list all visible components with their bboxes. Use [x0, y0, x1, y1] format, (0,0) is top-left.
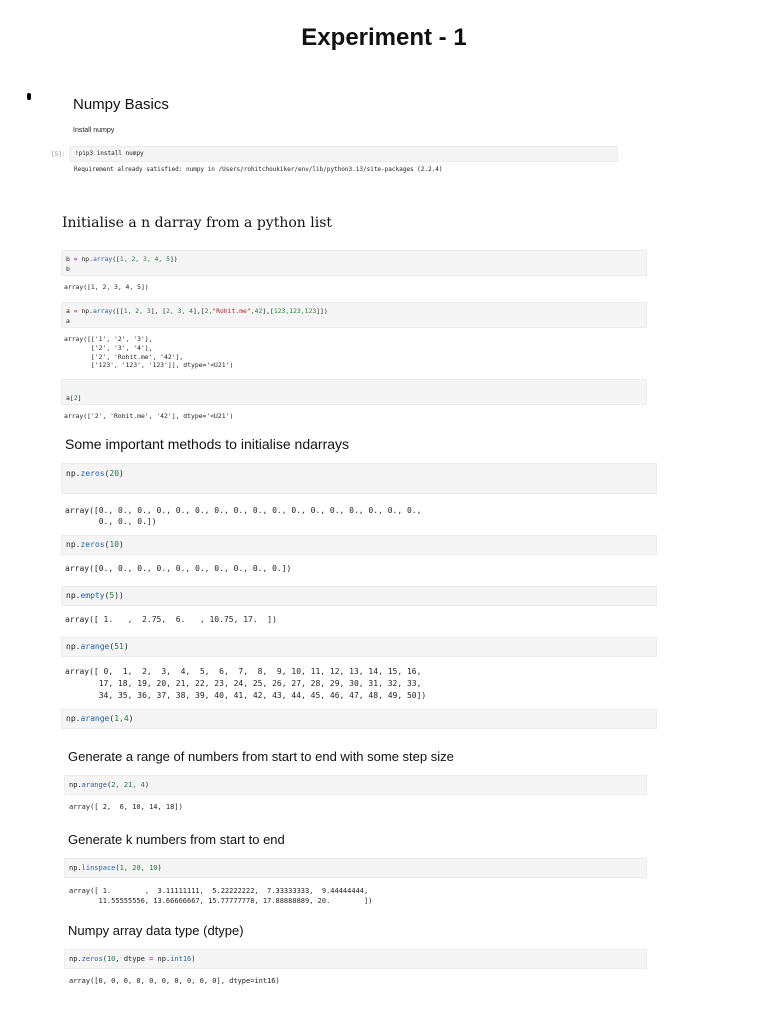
cell-output: array([0., 0., 0., 0., 0., 0., 0., 0., 0., 0.])	[65, 564, 292, 573]
numpy-basics-heading: Numpy Basics	[73, 96, 169, 113]
cell-code: np.arange(51)	[66, 642, 129, 651]
code-cell-arange-51[interactable]	[61, 637, 657, 657]
cell-output: Requirement already satisfied: numpy in /Users/rohitchoukiker/env/lib/python3.13/site-packages (2.2.4)	[74, 166, 443, 173]
cell-code: np.empty(5))	[66, 591, 124, 600]
cell-output: array([ 1. , 2.75, 6. , 10.75, 17. ])	[65, 615, 277, 624]
code-cell-arange-1-4[interactable]	[61, 709, 657, 729]
cell-code: !pip3 install numpy	[75, 150, 144, 157]
range-heading: Generate a range of numbers from start to end with some step size	[68, 749, 454, 764]
cell-code-line1: a[2]	[66, 394, 82, 402]
cell-output: array([0, 0, 0, 0, 0, 0, 0, 0, 0, 0], dtype=int16)	[69, 977, 280, 985]
bullet-marker	[27, 93, 31, 100]
methods-heading: Some important methods to initialise ndarrays	[65, 436, 350, 452]
code-cell-linspace[interactable]	[64, 858, 647, 878]
cell-code: np.linspace(1, 20, 10)	[69, 864, 162, 872]
code-cell-index[interactable]	[61, 379, 647, 405]
code-cell-zeros-20[interactable]	[61, 463, 657, 494]
cell-code: np.zeros(10)	[66, 540, 124, 549]
cell-code-line1: b = np.array([1, 2, 3, 4, 5])	[66, 255, 178, 263]
cell-code: np.zeros(20)	[66, 469, 124, 478]
code-cell-pip-install[interactable]	[69, 146, 618, 162]
cell-output: array([1, 2, 3, 4, 5])	[64, 283, 149, 291]
cell-code-line1: a = np.array([[1, 2, 3], [2, 3, 4],[2,"Rohit.me",42],[123,123,123]])	[66, 307, 328, 315]
cell-output: array([ 2, 6, 10, 14, 18])	[69, 803, 183, 811]
page-title: Experiment - 1	[301, 24, 467, 51]
cell-output: array(['2', 'Rohit.me', '42'], dtype='<U21')	[64, 412, 234, 420]
install-caption: Install numpy	[73, 127, 115, 134]
code-cell-array-a[interactable]	[61, 302, 647, 328]
linspace-heading: Generate k numbers from start to end	[68, 832, 285, 847]
dtype-heading: Numpy array data type (dtype)	[68, 923, 244, 938]
cell-code: np.arange(1,4)	[66, 714, 134, 723]
cell-output: array([['1', '2', '3'], ['2', '3', '4'], ['2', 'Rohit.me', '42'], ['123', '123', '123']], dtype='<U21')	[64, 335, 234, 370]
cell-code: np.arange(2, 21, 4)	[69, 781, 150, 789]
cell-code-line2: b	[66, 265, 70, 273]
cell-output: array([ 1. , 3.11111111, 5.22222222, 7.33333333, 9.44444444, 11.55555556, 13.66666667, 15.77777778, 17.88888889, 20. ])	[69, 887, 373, 905]
cell-output: array([ 0, 1, 2, 3, 4, 5, 6, 7, 8, 9, 10, 11, 12, 13, 14, 15, 16, 17, 18, 19, 20, 21, 22, 23, 24, 25, 26, 27, 28, 29, 30, 31, 32, 33, 34, 35, 36, 37, 38, 39, 40, 41, 42, 43, 44, 45, 46, 47, 48, 49, 50])	[65, 667, 427, 700]
cell-output: array([0., 0., 0., 0., 0., 0., 0., 0., 0., 0., 0., 0., 0., 0., 0., 0., 0., 0., 0., 0.])	[65, 506, 422, 526]
cell-code: np.zeros(10, dtype = np.int16)	[69, 955, 196, 963]
code-cell-zeros-dtype[interactable]	[64, 949, 647, 969]
code-cell-arange-step[interactable]	[64, 775, 647, 795]
code-cell-empty-5[interactable]	[61, 586, 657, 606]
code-cell-array-b[interactable]	[61, 250, 647, 276]
initialise-heading: Initialise a n darray from a python list	[62, 215, 333, 231]
cell-code-line2: a	[66, 317, 70, 325]
code-cell-zeros-10[interactable]	[61, 535, 657, 555]
cell-prompt: [5]:	[51, 151, 66, 158]
